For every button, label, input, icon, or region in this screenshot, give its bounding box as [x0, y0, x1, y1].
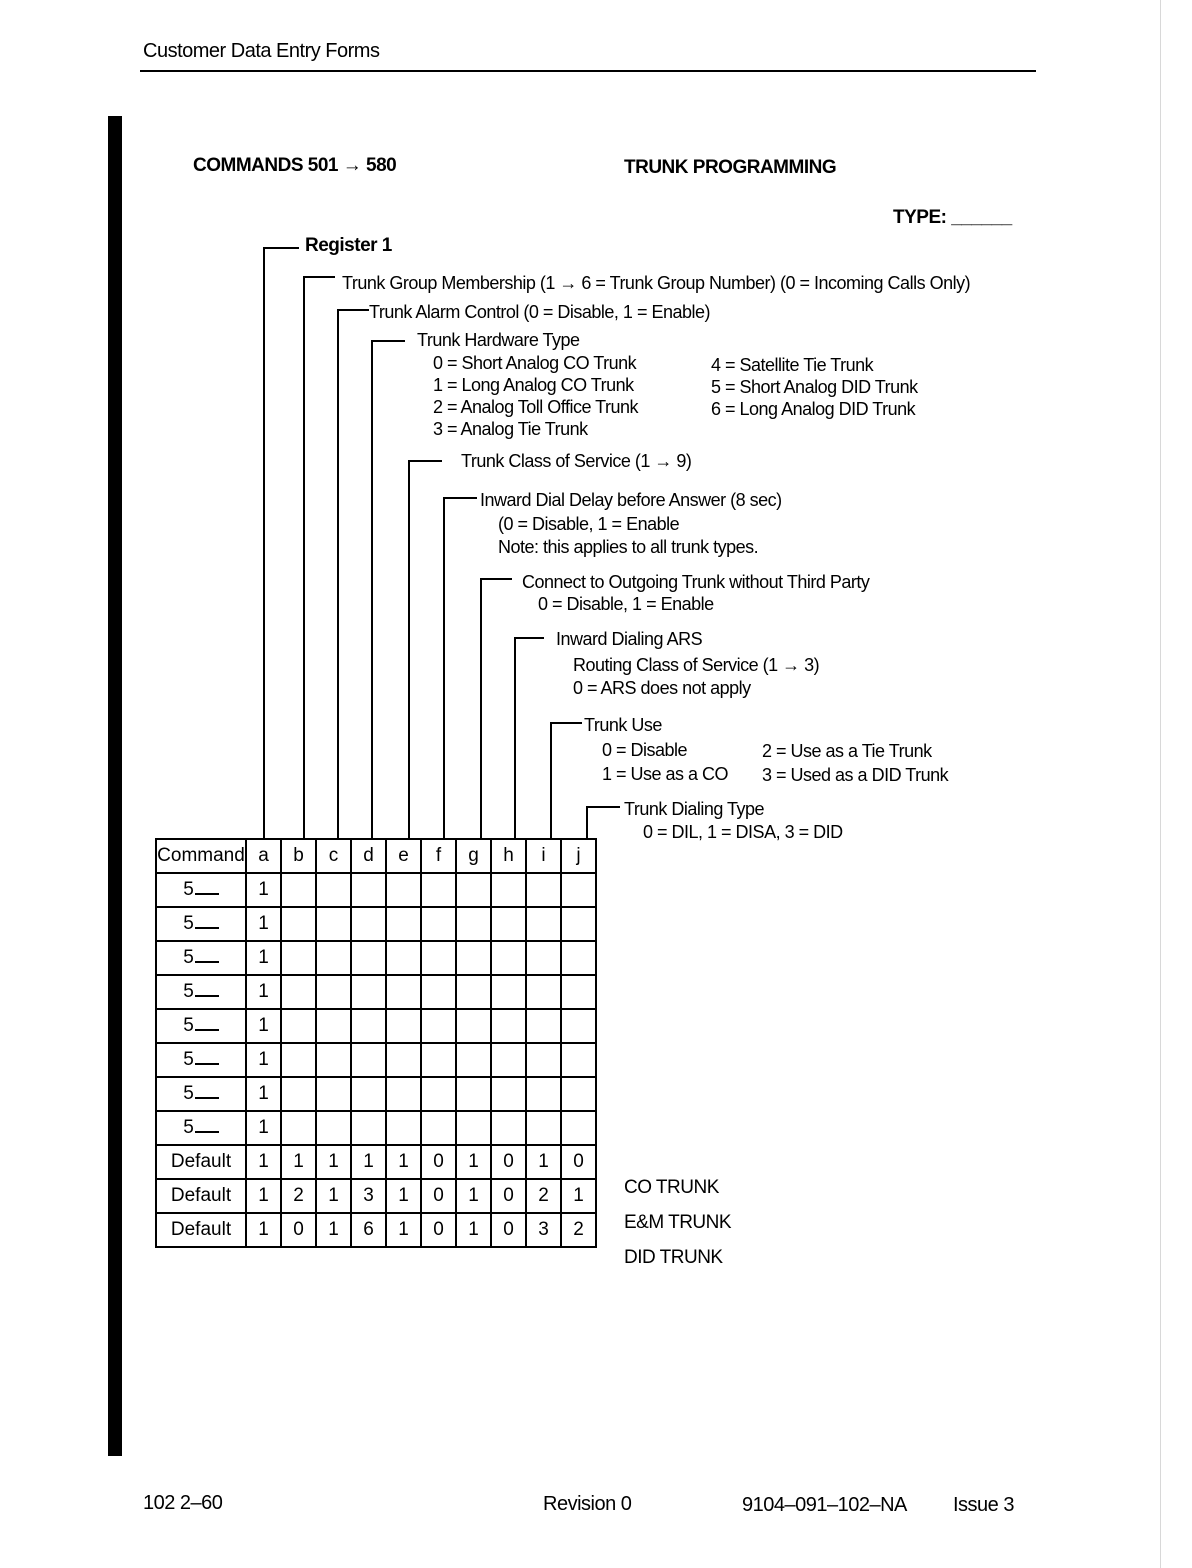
cell-g[interactable]: [456, 873, 491, 907]
cell-g[interactable]: [456, 907, 491, 941]
cell-h[interactable]: [491, 1077, 526, 1111]
default-value-cell: 1: [246, 1213, 281, 1247]
leader-h-v: [514, 637, 516, 839]
cell-a: 1: [246, 941, 281, 975]
page-number: 102 2–60: [143, 1492, 223, 1514]
command-blank[interactable]: [195, 913, 219, 929]
command-cell[interactable]: [156, 1009, 246, 1043]
default-value-cell: 1: [386, 1145, 421, 1179]
default-value-cell: 0: [281, 1213, 316, 1247]
cell-b[interactable]: [281, 1009, 316, 1043]
default-value-cell: 0: [421, 1179, 456, 1213]
cell-c[interactable]: [316, 873, 351, 907]
cell-g[interactable]: [456, 1111, 491, 1145]
default-value-cell: 1: [561, 1179, 596, 1213]
field-i-option: 3 = Used as a DID Trunk: [762, 765, 949, 785]
table-row: [156, 1009, 596, 1043]
field-j-title: Trunk Dialing Type: [624, 799, 765, 819]
field-f-lines: [498, 513, 758, 559]
command-prefix: 5: [183, 879, 194, 900]
trunk-programming-table: [155, 838, 597, 1248]
default-value-cell: 6: [351, 1213, 386, 1247]
field-d-title: Trunk Hardware Type: [417, 330, 580, 350]
cell-d[interactable]: [351, 1043, 386, 1077]
command-cell[interactable]: [156, 907, 246, 941]
default-row: [156, 1213, 596, 1247]
default-label-cell: Default: [156, 1179, 246, 1213]
field-d-option: 1 = Long Analog CO Trunk: [433, 375, 634, 395]
command-prefix: 5: [183, 1015, 194, 1036]
cell-j[interactable]: [561, 1111, 596, 1145]
cell-e[interactable]: [386, 975, 421, 1009]
command-cell[interactable]: [156, 1077, 246, 1111]
header-b: b: [281, 839, 316, 873]
default-value-cell: 0: [421, 1213, 456, 1247]
field-g-line: 0 = Disable, 1 = Enable: [538, 594, 714, 614]
register-label: Register 1: [305, 235, 392, 256]
command-blank[interactable]: [195, 1083, 219, 1099]
cell-b[interactable]: [281, 873, 316, 907]
default-value-cell: 1: [316, 1145, 351, 1179]
cell-f[interactable]: [421, 907, 456, 941]
command-blank[interactable]: [195, 1015, 219, 1031]
cell-j[interactable]: [561, 1043, 596, 1077]
field-c-label: Trunk Alarm Control (0 = Disable, 1 = Enable): [369, 302, 710, 322]
cell-f[interactable]: [421, 941, 456, 975]
table-row: [156, 1077, 596, 1111]
field-e-label: Trunk Class of Service (1 → 9): [461, 451, 692, 471]
default-label-cell: Default: [156, 1213, 246, 1247]
header-c: c: [316, 839, 351, 873]
default-value-cell: 1: [386, 1179, 421, 1213]
cell-e[interactable]: [386, 907, 421, 941]
cell-j[interactable]: [561, 1077, 596, 1111]
command-blank[interactable]: [195, 1117, 219, 1133]
cell-e[interactable]: [386, 941, 421, 975]
header-d: d: [351, 839, 386, 873]
default-trunk-label: E&M TRUNK: [624, 1212, 732, 1233]
cell-f[interactable]: [421, 1077, 456, 1111]
running-header: Customer Data Entry Forms: [143, 40, 380, 62]
field-i-option: 2 = Use as a Tie Trunk: [762, 741, 932, 761]
leader-e-h: [408, 460, 442, 462]
command-cell[interactable]: [156, 941, 246, 975]
default-trunk-label: CO TRUNK: [624, 1177, 719, 1198]
command-cell[interactable]: [156, 975, 246, 1009]
field-b-label: Trunk Group Membership (1 → 6 = Trunk Group Number) (0 = Incoming Calls Only): [342, 273, 971, 293]
table-row: [156, 1111, 596, 1145]
cell-b[interactable]: [281, 907, 316, 941]
table-row: [156, 873, 596, 907]
field-d-option: 3 = Analog Tie Trunk: [433, 419, 588, 439]
table-row: [156, 941, 596, 975]
table-row: [156, 975, 596, 1009]
page-edge: [1160, 0, 1161, 1568]
leader-a-h: [263, 247, 299, 249]
default-row: [156, 1145, 596, 1179]
field-f-title: Inward Dial Delay before Answer (8 sec): [480, 490, 782, 510]
command-prefix: 5: [183, 947, 194, 968]
header-g: g: [456, 839, 491, 873]
cell-a: 1: [246, 1009, 281, 1043]
field-d-option: 5 = Short Analog DID Trunk: [711, 377, 918, 397]
default-value-cell: 1: [456, 1145, 491, 1179]
command-prefix: 5: [183, 913, 194, 934]
cell-d[interactable]: [351, 941, 386, 975]
cell-i[interactable]: [526, 907, 561, 941]
cell-i[interactable]: [526, 975, 561, 1009]
cell-b[interactable]: [281, 1111, 316, 1145]
default-value-cell: 0: [421, 1145, 456, 1179]
cell-d[interactable]: [351, 1077, 386, 1111]
cell-j[interactable]: [561, 975, 596, 1009]
field-g-title: Connect to Outgoing Trunk without Third Party: [522, 572, 870, 592]
cell-c[interactable]: [316, 1043, 351, 1077]
field-i-right-list: [762, 739, 948, 787]
cell-a: 1: [246, 1111, 281, 1145]
default-value-cell: 3: [526, 1213, 561, 1247]
cell-c[interactable]: [316, 1077, 351, 1111]
command-prefix: 5: [183, 1117, 194, 1138]
header-command: Command: [156, 839, 246, 873]
cell-b[interactable]: [281, 1043, 316, 1077]
cell-i[interactable]: [526, 1009, 561, 1043]
command-blank[interactable]: [195, 981, 219, 997]
cell-j[interactable]: [561, 907, 596, 941]
cell-c[interactable]: [316, 1111, 351, 1145]
leader-h-h: [514, 637, 544, 639]
leader-c-v: [337, 309, 339, 839]
cell-i[interactable]: [526, 941, 561, 975]
field-h-line: 0 = ARS does not apply: [573, 678, 751, 698]
command-cell[interactable]: [156, 1111, 246, 1145]
cell-j[interactable]: [561, 941, 596, 975]
leader-c-h: [337, 309, 369, 311]
cell-b[interactable]: [281, 941, 316, 975]
section-title: TRUNK PROGRAMMING: [624, 157, 837, 178]
leader-j-h: [586, 806, 620, 808]
cell-g[interactable]: [456, 1043, 491, 1077]
default-value-cell: 0: [491, 1179, 526, 1213]
default-value-cell: 0: [561, 1145, 596, 1179]
default-value-cell: 1: [316, 1179, 351, 1213]
default-value-cell: 0: [491, 1213, 526, 1247]
default-value-cell: 1: [316, 1213, 351, 1247]
cell-c[interactable]: [316, 941, 351, 975]
header-h: h: [491, 839, 526, 873]
cell-j[interactable]: [561, 873, 596, 907]
leader-a-v: [263, 247, 265, 839]
command-blank[interactable]: [195, 1049, 219, 1065]
field-d-option: 4 = Satellite Tie Trunk: [711, 355, 874, 375]
leader-f-v: [443, 497, 445, 839]
default-label-cell: Default: [156, 1145, 246, 1179]
type-label: TYPE: ______: [893, 207, 1012, 228]
cell-g[interactable]: [456, 1077, 491, 1111]
field-f-line: Note: this applies to all trunk types.: [498, 537, 759, 557]
cell-c[interactable]: [316, 1009, 351, 1043]
default-value-cell: 1: [386, 1213, 421, 1247]
table-row: [156, 1043, 596, 1077]
field-i-left-list: [602, 738, 728, 786]
leader-g-h: [480, 578, 512, 580]
field-i-option: 0 = Disable: [602, 740, 688, 760]
leader-d-h: [371, 340, 405, 342]
change-bar: [108, 116, 122, 1456]
leader-f-h: [443, 497, 477, 499]
field-j-line: 0 = DIL, 1 = DISA, 3 = DID: [643, 822, 843, 842]
default-value-cell: 2: [561, 1213, 596, 1247]
cell-g[interactable]: [456, 941, 491, 975]
document-number: 9104–091–102–NA: [742, 1494, 907, 1516]
header-f: f: [421, 839, 456, 873]
cell-c[interactable]: [316, 907, 351, 941]
field-d-option: 2 = Analog Toll Office Trunk: [433, 397, 638, 417]
header-rule: [140, 70, 1036, 72]
header-e: e: [386, 839, 421, 873]
issue: Issue 3: [953, 1494, 1014, 1516]
cell-d[interactable]: [351, 1111, 386, 1145]
command-prefix: 5: [183, 1083, 194, 1104]
leader-i-h: [550, 722, 582, 724]
default-value-cell: 3: [351, 1179, 386, 1213]
default-value-cell: 1: [246, 1145, 281, 1179]
default-trunk-label: DID TRUNK: [624, 1247, 723, 1268]
cell-a: 1: [246, 1077, 281, 1111]
table-header-row: [156, 839, 596, 873]
leader-j-v: [586, 806, 588, 839]
cell-h[interactable]: [491, 1111, 526, 1145]
cell-f[interactable]: [421, 975, 456, 1009]
cell-f[interactable]: [421, 1111, 456, 1145]
command-blank[interactable]: [195, 879, 219, 895]
cell-j[interactable]: [561, 1009, 596, 1043]
field-f-line: (0 = Disable, 1 = Enable: [498, 514, 680, 534]
cell-d[interactable]: [351, 975, 386, 1009]
cell-b[interactable]: [281, 975, 316, 1009]
field-i-title: Trunk Use: [584, 715, 662, 735]
cell-a: 1: [246, 907, 281, 941]
cell-g[interactable]: [456, 1009, 491, 1043]
leader-e-v: [408, 460, 410, 839]
cell-e[interactable]: [386, 1043, 421, 1077]
commands-range: COMMANDS 501 → 580: [193, 155, 397, 176]
cell-a: 1: [246, 873, 281, 907]
leader-b-v: [303, 276, 305, 839]
cell-f[interactable]: [421, 1043, 456, 1077]
cell-e[interactable]: [386, 1111, 421, 1145]
default-value-cell: 1: [281, 1145, 316, 1179]
cell-b[interactable]: [281, 1077, 316, 1111]
default-value-cell: 1: [526, 1145, 561, 1179]
cell-i[interactable]: [526, 1077, 561, 1111]
default-value-cell: 0: [491, 1145, 526, 1179]
default-value-cell: 1: [351, 1145, 386, 1179]
leader-i-v: [550, 722, 552, 839]
cell-h[interactable]: [491, 1009, 526, 1043]
field-d-option: 0 = Short Analog CO Trunk: [433, 353, 637, 373]
default-value-cell: 1: [456, 1213, 491, 1247]
cell-e[interactable]: [386, 873, 421, 907]
field-h-title: Inward Dialing ARS: [556, 629, 703, 649]
field-d-left-list: [433, 352, 638, 440]
command-blank[interactable]: [195, 947, 219, 963]
field-i-option: 1 = Use as a CO: [602, 764, 729, 784]
cell-a: 1: [246, 1043, 281, 1077]
default-row: [156, 1179, 596, 1213]
cell-i[interactable]: [526, 873, 561, 907]
leader-b-h: [303, 276, 335, 278]
command-cell[interactable]: [156, 873, 246, 907]
entry-rows: [156, 873, 596, 1145]
header-j: j: [561, 839, 596, 873]
field-d-option: 6 = Long Analog DID Trunk: [711, 399, 916, 419]
command-prefix: 5: [183, 981, 194, 1002]
default-value-cell: 2: [281, 1179, 316, 1213]
default-value-cell: 1: [246, 1179, 281, 1213]
default-rows: [156, 1145, 596, 1247]
cell-f[interactable]: [421, 873, 456, 907]
command-cell[interactable]: [156, 1043, 246, 1077]
cell-d[interactable]: [351, 1009, 386, 1043]
cell-h[interactable]: [491, 975, 526, 1009]
default-value-cell: 2: [526, 1179, 561, 1213]
field-h-line: Routing Class of Service (1 → 3): [573, 655, 820, 675]
cell-d[interactable]: [351, 873, 386, 907]
cell-h[interactable]: [491, 907, 526, 941]
cell-c[interactable]: [316, 975, 351, 1009]
header-i: i: [526, 839, 561, 873]
revision: Revision 0: [543, 1493, 632, 1515]
cell-d[interactable]: [351, 907, 386, 941]
cell-i[interactable]: [526, 1043, 561, 1077]
header-a: a: [246, 839, 281, 873]
default-value-cell: 1: [456, 1179, 491, 1213]
cell-g[interactable]: [456, 975, 491, 1009]
cell-h[interactable]: [491, 873, 526, 907]
cell-h[interactable]: [491, 941, 526, 975]
cell-a: 1: [246, 975, 281, 1009]
command-prefix: 5: [183, 1049, 194, 1070]
cell-e[interactable]: [386, 1009, 421, 1043]
table-row: [156, 907, 596, 941]
field-h-lines: [573, 654, 819, 700]
leader-d-v: [371, 340, 373, 839]
cell-i[interactable]: [526, 1111, 561, 1145]
cell-h[interactable]: [491, 1043, 526, 1077]
field-d-right-list: [711, 354, 918, 420]
leader-g-v: [480, 578, 482, 839]
cell-e[interactable]: [386, 1077, 421, 1111]
cell-f[interactable]: [421, 1009, 456, 1043]
